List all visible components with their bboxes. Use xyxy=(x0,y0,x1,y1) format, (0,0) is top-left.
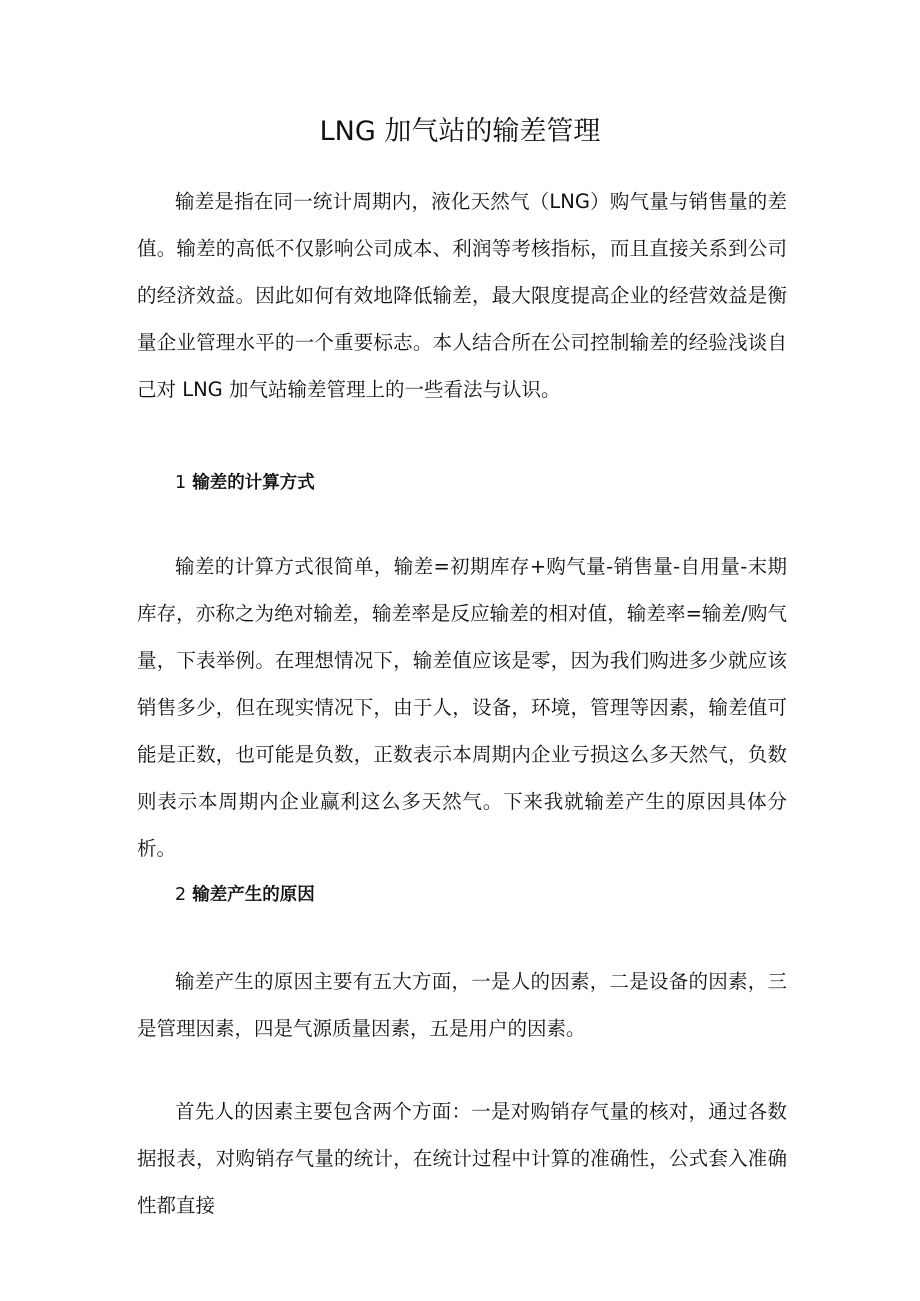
calculation-paragraph: 输差的计算方式很简单，输差=初期库存+购气量-销售量-自用量-末期库存，亦称之为绝对输差，输差率是反应输差的相对值，输差率=输差/购气量，下表举例。在理想情况下，输差值应该是零，因为我们购进多少就应该销售多少，但在现实情况下，由于人，设备，环境，管理等因素，输差值可能是正数，也可能是负数，正数表示本周期内企业亏损这么多天然气，负数则表示本周期内企业赢利这么多天然气。下来我就输差产生的原因具体分析。 xyxy=(137,555,787,860)
intro-paragraph: 输差是指在同一统计周期内，液化天然气（LNG）购气量与销售量的差值。输差的高低不仅影响公司成本、利润等考核指标，而且直接关系到公司的经济效益。因此如何有效地降低输差，最大限度提高企业的经营效益是衡量企业管理水平的一个重要标志。本人结合所在公司控制输差的经验浅谈自己对 LNG 加气站输差管理上的一些看法与认识。 xyxy=(137,190,787,401)
causes-paragraph: 输差产生的原因主要有五大方面，一是人的因素，二是设备的因素，三是管理因素，四是气源质量因素，五是用户的因素。 xyxy=(137,970,787,1040)
section-heading-1 xyxy=(175,468,315,498)
human-factor-paragraph: 首先人的因素主要包含两个方面：一是对购销存气量的核对，通过各数据报表，对购销存气量的统计，在统计过程中计算的准确性，公式套入准确性都直接 xyxy=(137,1100,787,1217)
section-heading-text: 输差产生的原因 xyxy=(192,885,315,905)
document-title: LNG 加气站的输差管理 xyxy=(319,116,601,147)
section-heading-2 xyxy=(175,880,315,910)
section-heading-text: 输差的计算方式 xyxy=(192,473,315,493)
section-number: 1 xyxy=(175,473,187,493)
section-number: 2 xyxy=(175,885,187,905)
